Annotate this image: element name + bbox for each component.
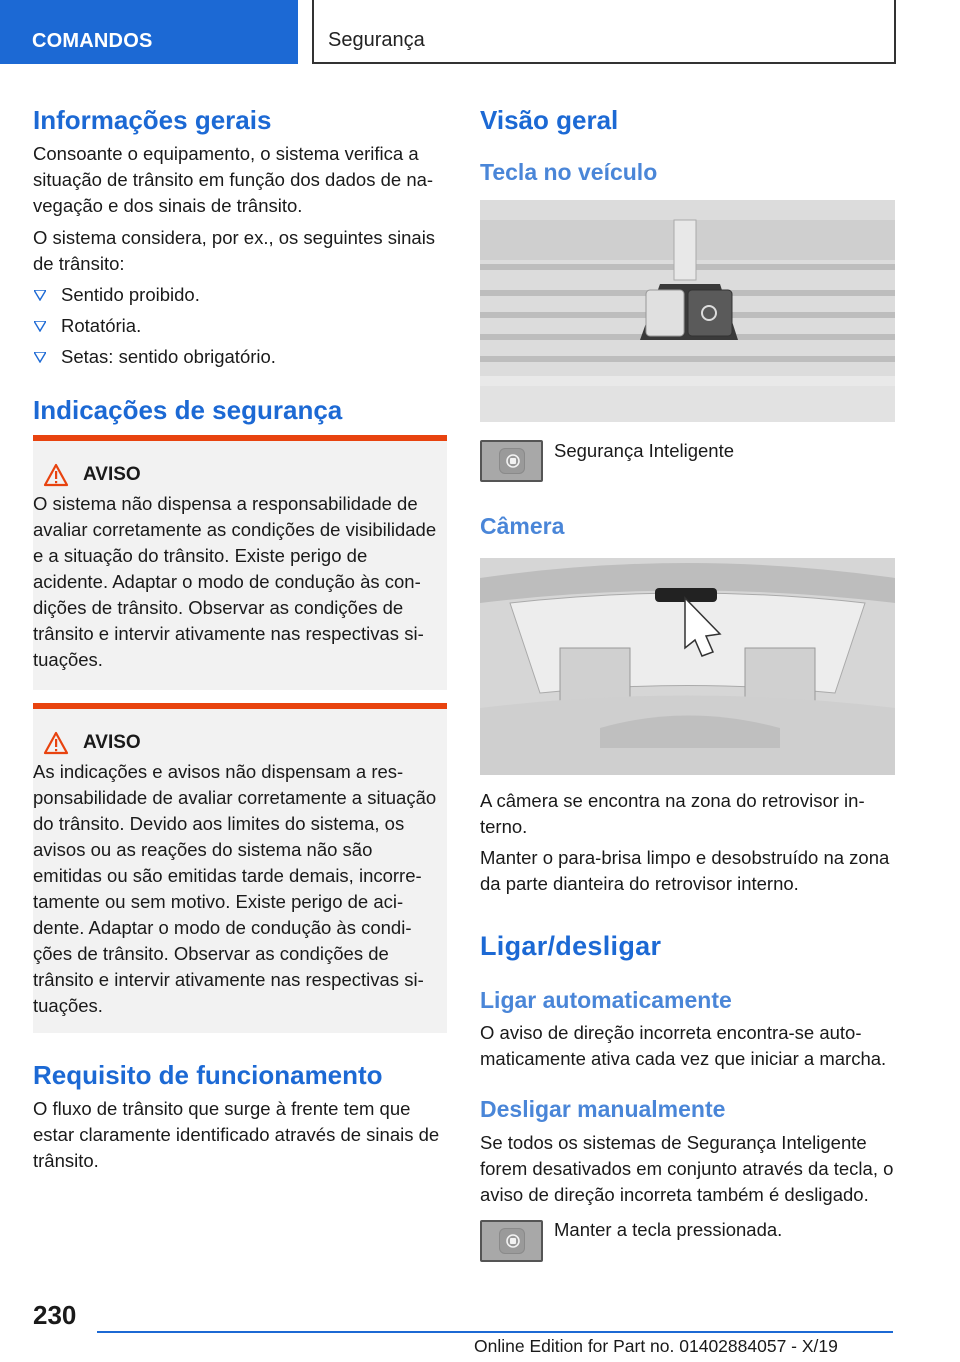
button-panel-illustration <box>480 200 895 422</box>
chapter-title: Segurança <box>328 29 425 51</box>
camera-paragraph-1: A câmera se encontra na zona do retrovisor interno. <box>480 790 865 837</box>
requirement-paragraph: O fluxo de trânsito que surge à frente tem que estar claramente identificado através de sinais de trânsito. <box>33 1098 440 1171</box>
bullet-triangle-icon <box>34 290 46 301</box>
general-info-paragraph-1: Consoante o equipamento, o sistema verifica a situação de trânsito em função dos dados de navegação e dos sinais de trânsito. <box>33 143 434 216</box>
warning-box-1 <box>33 435 447 690</box>
list-item: Rotatória. <box>33 313 447 339</box>
intelligent-safety-key-icon <box>480 440 543 482</box>
list-item: Sentido proibido. <box>33 282 447 308</box>
heading-general-info: Informações gerais <box>33 105 272 135</box>
heading-overview: Visão geral <box>480 105 619 135</box>
car-interior-illustration <box>480 558 895 775</box>
heading-safety: Indicações de segurança <box>33 395 343 425</box>
hold-key-caption: Manter a tecla pressionada. <box>554 1219 783 1240</box>
heading-auto-on: Ligar automaticamente <box>480 987 732 1013</box>
manual-off-paragraph: Se todos os sistemas de Segurança Inteligente forem desativados em conjunto através da tecla, o aviso de direção incorreta também é desligado. <box>480 1132 894 1205</box>
heading-requirement: Requisito de funcionamento <box>33 1060 383 1090</box>
car-shield-icon <box>504 452 522 470</box>
auto-on-paragraph: O aviso de direção incorreta encontra-se automaticamente ativa cada vez que iniciar a marcha. <box>480 1022 887 1069</box>
warning-triangle-icon <box>43 463 69 487</box>
warning-box-2 <box>33 703 447 1033</box>
heading-key-in-vehicle: Tecla no veículo <box>480 159 658 185</box>
camera-location-image <box>480 558 895 775</box>
warning-title: AVISO <box>83 732 141 753</box>
bullet-triangle-icon <box>34 321 46 332</box>
heading-on-off: Ligar/desligar <box>480 931 662 961</box>
warning-text: O sistema não dispensa a responsabilidade de avaliar corretamente as condições de visibilidade e a situação do trânsito. Existe perigo de acidente. Adaptar o modo de condução às condições de trânsito. Observar as condições de trânsito e intervir ativamente nas respectivas situações. <box>33 493 437 670</box>
edition-note: Online Edition for Part no. 01402884057 - X/19 <box>474 1336 838 1356</box>
intelligent-safety-key-icon <box>480 1220 543 1262</box>
page-number: 230 <box>33 1300 77 1330</box>
heading-manual-off: Desligar manualmente <box>480 1096 726 1122</box>
warning-title: AVISO <box>83 464 141 485</box>
car-shield-icon <box>504 1232 522 1250</box>
warning-triangle-icon <box>43 731 69 755</box>
section-tab: COMANDOS <box>0 0 298 64</box>
warning-text: As indicações e avisos não dispensam a responsabilidade de avaliar corretamente a situação do trânsito. Devido aos limites do sistema, os avisos ou as reações do sistema não são emitidas ou são emitidas tarde demais, incorretamente ou sem motivo. Existe perigo de acidente. Adaptar o modo de condução às condições de trânsito. Observar as condições de trânsito e intervir ativamente nas respectivas situações. <box>33 761 437 1016</box>
camera-paragraph-2: Manter o para-brisa limpo e desobstruído na zona da parte dianteira do retrovisor interno. <box>480 847 890 894</box>
vehicle-button-image <box>480 200 895 422</box>
bullet-triangle-icon <box>34 352 46 363</box>
chapter-header <box>312 0 896 64</box>
list-item: Setas: sentido obrigatório. <box>33 344 447 370</box>
footer-divider <box>97 1331 893 1333</box>
traffic-sign-list <box>33 282 447 375</box>
general-info-paragraph-2: O sistema considera, por ex., os seguintes sinais de trânsito: <box>33 227 436 274</box>
key-caption: Segurança Inteligente <box>554 440 734 461</box>
heading-camera: Câmera <box>480 513 565 539</box>
